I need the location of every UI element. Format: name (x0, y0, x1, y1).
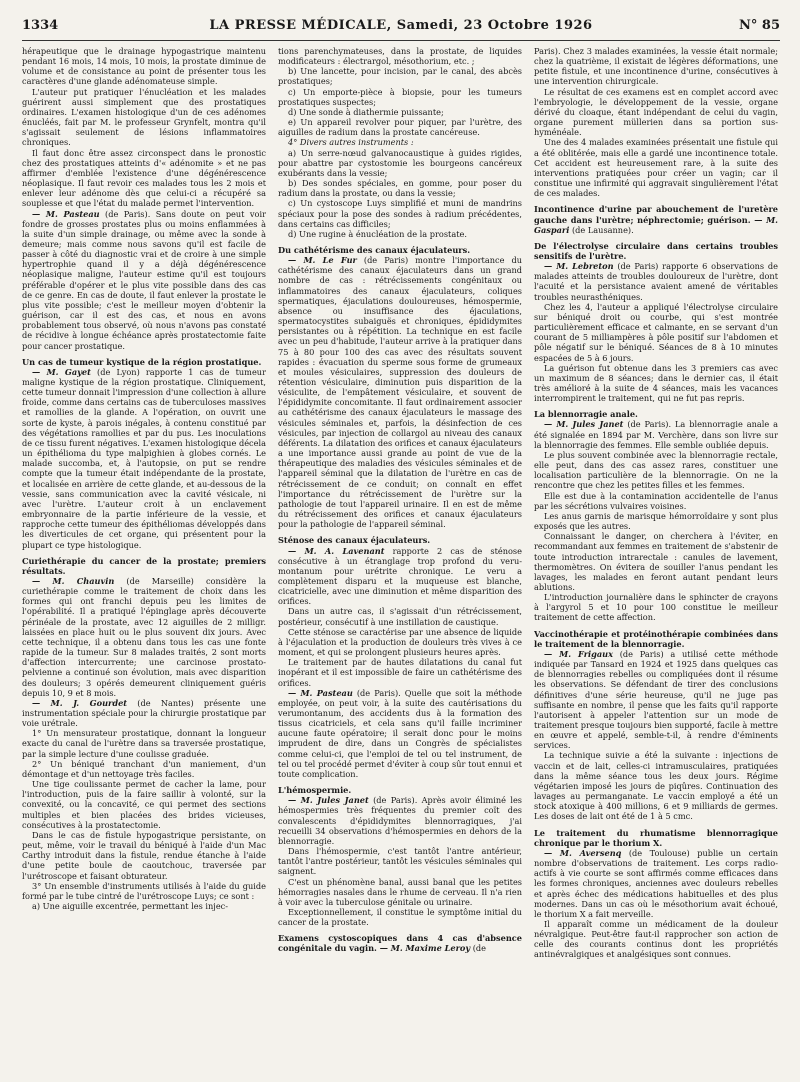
paragraph: Exceptionnellement, il constitue le symptôme initial du cancer de la prostate. (278, 906, 522, 928)
paragraph-text: (de Paris) rapporte 6 observations de malades atteints de troubles douloureux de l'urètre, dont l'acuité et la persistance avaient amené de véritables troubles neurasthéniques. (534, 261, 778, 302)
author-name: — M. Maxime Leroy (379, 943, 471, 954)
paragraph: Les anus garnis de marisque hémorroïdaire y sont plus exposés que les autres. (534, 510, 778, 532)
column-1 (22, 46, 266, 1076)
paragraph (534, 848, 778, 919)
paragraph: c) Un emporte-pièce à biopsie, pour les tumeurs prostatiques suspectes; (278, 86, 522, 107)
paragraph (534, 261, 778, 302)
author-name: — M. Pasteau (32, 208, 100, 219)
section-heading: L'hémospermie. (278, 785, 352, 796)
paragraph: a) Une aiguille excentrée, permettant les injec- (32, 900, 229, 911)
paragraph: d) Une rugine à énucléation de la prostate. (288, 228, 467, 239)
paragraph: Le résultat de ces examens est en complet accord avec l'embryologie, le développement de la vessie, organe dérivé du cloaque, étant indépendant de celui du vagin, organe purement müllerien dans sa portion sus-hyménéale. (534, 86, 778, 138)
paragraph (278, 546, 522, 607)
author-name: — M. A. Lavenant (288, 545, 385, 556)
paragraph: Le traitement par de hautes dilatations du canal fut inopérant et il est impossible de faire un cathétérisme des orifices. (278, 657, 522, 688)
paragraph: Connaissant le danger, on cherchera à l'éviter, en recommandant aux femmes en traitement de s'abstenir de toute introduction intrarectale : canules de lavement, thermomètres. On évitera de souiller l'anus pendant les lavages, les malades en feront autant pendant leurs ablutions. (534, 531, 778, 592)
paragraph: Une tige coulissante permet de cacher la lame, pour l'introduction, puis de la faire saillir à volonté, sur la convexité, ou la concavité, ce qui permet des sections multiples et bien placées des brides vicieuses, consécutives à la prostatectomie. (22, 779, 266, 830)
section-heading: Curiethérapie du cancer de la prostate; premiers résultats. (22, 555, 266, 576)
paragraph (278, 255, 522, 529)
section-heading: La blennorragie anale. (534, 409, 638, 420)
paragraph: b) Une lancette, pour incision, par le canal, des abcès prostatiques; (278, 66, 522, 87)
issue-number: N° 85 (739, 18, 780, 33)
paragraph: Une des 4 malades examinées présentait une fistule qui a été oblitérée, mais elle a gardé une incontinence totale. Cet accident est heureusement rare, à la suite des interventions pratiquées pour créer un vagin; car il constitue une infirmité qui aggravait singulièrement l'état de ces malades. (534, 137, 778, 199)
paragraph: La guérison fut obtenue dans les 3 premiers cas avec un maximum de 8 séances; dans le dernier cas, il était très amélioré à la suite de 4 séances, mais les vacances interrompirent le traitement, qui ne fut pas repris. (534, 362, 778, 404)
paragraph (22, 698, 266, 728)
column-3 (534, 46, 778, 1076)
column-2 (278, 46, 522, 1076)
paragraph: Paris). Chez 3 malades examinées, la vessie était normale; chez la quatrième, il existait de légères déformations, une petite fistule, et une incontinence d'urine, consécutives à une intervention chirurgicale. (534, 46, 778, 87)
section-heading: Sténose des canaux éjaculateurs. (278, 535, 431, 546)
paragraph: 3° Un ensemble d'instruments utilisés à l'aide du guide formé par le tube cintré de l'urétroscope Luys; ce sont : (22, 880, 266, 901)
journal-name: LA PRESSE MÉDICALE (209, 18, 387, 33)
paragraph-text: (de Paris). La blennorragie anale a été signalée en 1894 par M. Verchère, dans son livre sur la blennorragie des femmes. Elle semble oubliée depuis. (534, 419, 778, 450)
paragraph (22, 367, 266, 550)
author-name: — M. Gaspari (534, 214, 778, 235)
section-heading: Un cas de tumeur kystique de la région prostatique. (22, 356, 262, 367)
paragraph (534, 419, 778, 449)
paragraph-text: (de Paris) montre l'importance du cathétérisme des canaux éjaculateurs dans un grand nombre de cas : rétrécissements congénitaux ou inflammatoires des canaux éjaculateurs, coliques spermatiques, éjaculations douloureuses, hémospermie, absence ou insuffisance des éjaculations, spermatocystites subaiguës et chroniques, épididymites persistantes ou à répétition. La technique en est facile avec un peu d'habitude, l'auteur arrive à la pratiquer dans 75 à 80 pour 100 des cas avec des résultats souvent rapides : évacuation du sperme sous forme de grumeaux et moules vésiculaires, suppression des douleurs de rétention vésiculaire, diminution puis disparition de la vésiculite, de l'empâtement vésiculaire, et souvent de l'épididymite concomitante. Il faut ordinairement associer au cathétérisme des canaux éjaculateurs le massage des vésicules séminales et, parfois, la désinfection de ces vésicules, par injection de collargol au niveau des canaux déférents. La dilatation des orifices et canaux éjaculateurs a une importance aussi grande au point de vue de la thérapeutique des maladies des vésicules séminales et de l'appareil séminal que la dilatation de l'urètre en cas de rétrécissement de ce conduit; on connaît en effet l'importance du rétrécissement de l'urètre sur la pathologie de tout l'appareil urinaire. Il en est de même du rétrécissement des orifices et canaux éjaculateurs pour la pathologie de l'appareil séminal. (278, 255, 522, 530)
author-name: — M. Pasteau (288, 687, 353, 698)
author-name: — M. Frigaux (544, 648, 614, 659)
paragraph: L'introduction journalière dans le sphincter de crayons à l'argyrol 5 et 10 pour 100 constitue le meilleur traitement de cette affection. (534, 592, 778, 623)
heading-text: Examens cystoscopiques dans 4 cas d'absence congénitale du vagin. (278, 933, 522, 954)
paragraph: Cette sténose se caractérise par une absence de liquide à l'éjaculation et la production de douleurs très vives à ce moment, et qui se prolongent plusieurs heures après. (278, 626, 522, 658)
paragraph-text: (de Toulouse) publie un certain nombre d'observations de traitement. Les corps radio-actifs à vie courte se sont affirmés comme efficaces dans les formes chroniques, anciennes avec douleurs rebelles et après échec des médications habituelles et des plus modernes. Dans un cas où le mésothorium avait échoué, le thorium X a fait merveille. (534, 847, 778, 919)
paragraph: e) Un appareil revolver pour piquer, par l'urètre, des aiguilles de radium dans la prostate cancéreuse. (278, 117, 522, 138)
header-rule (22, 40, 780, 41)
section-heading: Vaccinothérapie et protéinothérapie combinées dans le traitement de la blennorragie. (534, 628, 778, 649)
paragraph: L'auteur put pratiquer l'énucléation et les malades guérirent aussi simplement que des prostatiques ordinaires. L'examen histologique d'un de ces adénomes énucléés, fait par M. le professeur Grynfelt, montra qu'il s'agissait seulement de lésions inflammatoires chroniques. (22, 86, 266, 148)
section-heading: De l'électrolyse circulaire dans certains troubles sensitifs de l'urètre. (534, 240, 778, 261)
paragraph: 1° Un mensurateur prostatique, donnant la longueur exacte du canal de l'urètre dans sa traversée prostatique, par la simple lecture d'une coulisse graduée. (22, 728, 266, 759)
author-name: — M. Chauvin (32, 575, 115, 586)
paragraph: C'est un phénomène banal, aussi banal que les petites hémorragies nasales dans le rhume de cerveau. Il n'a rien à voir avec la tuberculose génitale ou urinaire. (278, 876, 522, 907)
author-name: — M. Jules Janet (288, 795, 369, 806)
paragraph: b) Des sondes spéciales, en gomme, pour poser du radium dans la prostate, ou dans la vessie; (278, 178, 522, 199)
paragraph (22, 576, 266, 698)
section-heading (278, 933, 522, 953)
paragraph (22, 209, 266, 351)
paragraph: 4° Divers autres instruments : (288, 137, 414, 148)
paragraph-text: (de Lyon) rapporte 1 cas de tumeur maligne kystique de la région prostatique. Cliniquement, cette tumeur donnait l'impression d'une collection à allure froide, comme dans certains cas de tuberculoses massives et ramollies de la glande. A l'opération, on ouvrit une sorte de kyste, à parois inégales, à contenu constitué par des végétations ramollies et par du pus. Les inoculations de ce tissu furent négatives. L'examen histologique décela un épithélioma du type malpighien à globes cornés. Le malade succomba, et, à l'autopsie, on put se rendre compte que la tumeur était indépendante de la prostate, et localisée en arrière de cette glande, et au-dessous de la vessie, sans communication avec la cavité vésicale, ni avec l'urètre. L'auteur croit à un enclavement embryonnaire de la partie inférieure de la vessie, et rapproche cette tumeur des épithéliomas développés dans les diverticules de cet organe, qui présentent pour la plupart ce type histologique. (22, 366, 266, 550)
section-heading (534, 204, 778, 234)
paragraph: a) Un serre-nœud galvanocaustique à guides rigides, pour abattre par cystostomie les bourgeons cancéreux exubérants dans la vessie; (278, 147, 522, 178)
paragraph-text: (de Paris) a utilisé cette méthode indiquée par Tansard en 1924 et 1925 dans quelques cas de blennorragies rebelles ou compliquées dont il résume les observations. Se défendant de tirer des conclusions définitives d'une série heureuse, qu'il ne juge pas suffisante en nombre, il pense que les faits qu'il rapporte l'autorisent à appeler l'attention sur un mode de traitement presque toujours bien supporté, facile à mettre en œuvre et appelé, semble-t-il, à rendre d'éminents services. (534, 648, 778, 751)
author-name: — M. Aversenq (544, 847, 622, 858)
paragraph: c) Un cystoscope Luys simplifié et muni de mandrins spéciaux pour la pose des sondes à radium précédentes, dans certains cas difficiles; (278, 198, 522, 229)
author-name: — M. Gayet (32, 366, 91, 377)
paragraph-text: (de Nantes) présente une instrumentation spéciale pour la chirurgie prostatique par voie urétrale. (22, 697, 266, 729)
paragraph: 2° Un béniqué tranchant d'un maniement, d'un démontage et d'un nettoyage très faciles. (22, 758, 266, 779)
paragraph: Il apparaît comme un médicament de la douleur névralgique. Peut-être faut-il rapprocher son action de celle des courants continus dont les propriétés antinévralgiques et analgésiques sont connues. (534, 918, 778, 960)
paragraph: Dans un autre cas, il s'agissait d'un rétrécissement, postérieur, consécutif à une instillation de caustique. (278, 606, 522, 627)
author-name: — M. J. Gourdet (32, 697, 128, 708)
paragraph-text: rapporte 2 cas de sténose consécutive à un étranglage trop profond du verumontanum pour urétrite chronique. Le veru a complètement disparu et la muqueuse est blanche, cicatricielle, avec une diminution et même disparition des orifices. (278, 545, 522, 607)
paragraph: Elle est due à la contamination accidentelle de l'anus par les sécrétions vulvaires voisines. (534, 490, 778, 511)
paragraph: La technique suivie a été la suivante : injections de vaccin et de lait, celles-ci intramusculaires, pratiquées dans la même séance tous les deux jours. Régime végétarien imposé les jours de piqûres. Continuation des lavages au permanganate. Le vaccin employé a été un stock atoxique à 400 millions, 6 et 9 milliards de germes. Les doses de lait ont été de 1 à 5 cmc. (534, 750, 778, 822)
author-name: — M. Lebreton (544, 261, 614, 272)
paragraph (534, 649, 778, 751)
paragraph-text: (de Marseille) considère la curiethérapie comme le traitement de choix dans les formes qui ont franchi depuis peu les limites de l'opérabilité. Il a pratiqué l'épinglage après découverte périnéale de la prostate, avec 12 aiguilles de 2 milligr. laissées en place huit ou le plus souvent dix jours. Avec cette technique, il a obtenu dans tous les cas une fonte rapide de la tumeur. Sur 8 malades traités, 2 sont morts d'affection intercurrente; une carcinose prostato-pelvienne a continué son évolution, mais avec disparition des douleurs; 3 opérés demeurent cliniquement guéris depuis 10, 9 et 8 mois. (22, 575, 266, 698)
paragraph: tions parenchymateuses, dans la prostate, de liquides modificateurs : électrargol, mésothorium, etc. ; (278, 46, 522, 67)
heading-tail: (de (470, 943, 487, 954)
author-name: — M. Jules Janet (544, 419, 624, 430)
paragraph: hérapeutique que le drainage hypogastrique maintenu pendant 16 mois, 14 mois, 10 mois, la prostate diminue de volume et de consistance au point de présenter tous les caractères d'une glande adénomateuse simple. (22, 46, 266, 87)
paragraph: Il faut donc être assez circonspect dans le pronostic chez des prostatiques atteints d'« adénomite » et ne pas affirmer d'emblée l'existence d'une dégénérescence néoplasique. Il faut revoir ces malades tous les 2 mois et enlever leur adénome dès que celui-ci a récupéré sa souplesse et que l'état du malade permet l'intervention. (22, 147, 266, 209)
section-heading: Du cathétérisme des canaux éjaculateurs. (278, 244, 471, 255)
paragraph (278, 688, 522, 779)
section-heading: Le traitement du rhumatisme blennorragique chronique par le thorium X. (534, 827, 778, 848)
paragraph: d) Une sonde à diathermie puissante; (288, 106, 444, 117)
page-number: 1334 (22, 18, 59, 33)
heading-tail: (de Lausanne). (569, 224, 634, 235)
paragraph: Dans l'hémospermie, c'est tantôt l'antre antérieur, tantôt l'antre postérieur, tantôt les vésicules séminales qui saignent. (278, 846, 522, 877)
heading-text: Incontinence d'urine par abouchement de l'uretère gauche dans l'urètre; néphrectomie; guérison. (534, 204, 778, 225)
paragraph-text: (de Paris). Après avoir éliminé les hémospermies très fréquentes du premier coït des convalescents d'épididymites blennorragiques, j'ai recueilli 34 observations d'hémospermies en dehors de la blennorragie. (278, 795, 522, 846)
journal-title (22, 18, 780, 33)
author-name: — M. Le Fur (288, 255, 357, 266)
issue-date: , Samedi, 23 Octobre 1926 (386, 18, 593, 33)
paragraph: Chez les 4, l'auteur a appliqué l'électrolyse circulaire sur béniqué droit ou courbe, qui s'est montrée particulièrement efficace et calmante, en se servant d'un courant de 5 milliampères à pôle positif sur l'abdomen et pôle négatif sur le béniqué. Séances de 8 à 10 minutes espacées de 5 à 6 jours. (534, 301, 778, 363)
paragraph-text: (de Paris). Sans doute on peut voir fondre de grosses prostates plus ou moins enflammées à la suite d'un simple drainage, ou même avec la sonde à demeure; mais comme nous savons qu'il est facile de passer à côté du diagnostic vrai et de croire à une simple hypertrophie quand il y a déjà dégénérescence néoplasique maligne, l'auteur estime qu'il est toujours préférable d'opérer et le plus vite possible dans des cas de ce genre. En cas de doute, il faut enlever la prostate le plus vite possible; c'est le meilleur moyen d'obtenir la guérison, car il est des cas, et nous en avons probablement tous observé, où nous n'avons pas constaté de récidive à longue échéance après prostatectomie faite pour cancer prostatique. (22, 208, 266, 351)
paragraph-text: (de Paris). Quelle que soit la méthode employée, on peut voir, à la suite des cautérisations du verumontanum, des accidents dus à la formation des tissus cicatriciels, et cela sans qu'il faille incriminer aucune faute opératoire; il serait donc pour le moins imprudent de dire, dans un Congrès de spécialistes comme celui-ci, que l'emploi de tel ou tel instrument, de tel ou tel procédé permet d'éviter à coup sûr tout ennui et toute complication. (278, 687, 522, 779)
paragraph (278, 795, 522, 846)
paragraph: Dans le cas de fistule hypogastrique persistante, on peut, même, voir le travail du béniqué à l'aide d'un Mac Carthy introduit dans la fistule, rendue étanche à l'aide d'une petite boule de caoutchouc, traversée par l'urétroscope et faisant obturateur. (22, 829, 266, 881)
page-header (22, 18, 780, 38)
paragraph: Le plus souvent combinée avec la blennorragie rectale, elle peut, dans des cas assez rares, constituer une localisation particulière de la blennorragie. On ne la rencontre que chez les petites filles et les femmes. (534, 449, 778, 491)
